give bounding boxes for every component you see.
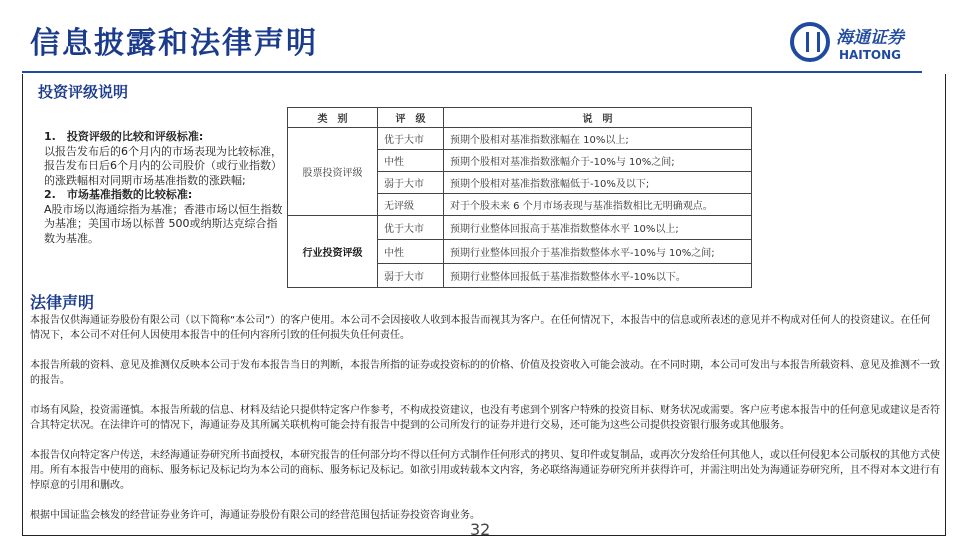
haitong-logo xyxy=(790,22,904,62)
desc-cell: 预期个股相对基准指数涨幅在 10%以上; xyxy=(444,128,752,150)
rating-criteria xyxy=(44,130,284,246)
page-number: 32 xyxy=(470,520,491,539)
legal-paragraph: 本报告所载的资料、意见及推测仅反映本公司于发布本报告当日的判断，本报告所指的证券或投资标的的价格、价值及投资收入可能会波动。在不同时期，本公司可发出与本报告所载资料、意见及推测不一致的报告。 xyxy=(30,360,940,386)
level-cell: 优于大市 xyxy=(378,128,444,150)
col-level: 评 级 xyxy=(378,108,444,128)
criteria-1-body: 以报告发布后的6个月内的市场表现为比较标准，报告发布日后6个月内的公司股价（或行业指数）的涨跌幅相对同期市场基准指数的涨跌幅; xyxy=(44,144,282,187)
level-cell: 无评级 xyxy=(378,194,444,216)
desc-cell: 预期个股相对基准指数涨幅低于-10%及以下; xyxy=(444,172,752,194)
legal-paragraph: 本报告仅供海通证券股份有限公司（以下简称“本公司”）的客户使用。本公司不会因接收人收到本报告而视其为客户。在任何情况下，本报告中的信息或所表述的意见并不构成对任何人的投资建议。在任何情况下，本公司不对任何人因使用本报告中的任何内容所引致的任何损失负任何责任。 xyxy=(30,315,931,341)
legal-paragraph: 根据中国证监会核发的经营证券业务许可，海通证券股份有限公司的经营范围包括证券投资咨询业务。 xyxy=(30,510,480,521)
table-row xyxy=(288,128,752,150)
desc-cell: 预期行业整体回报低于基准指数整体水平-10%以下。 xyxy=(444,264,752,288)
header-divider xyxy=(22,71,922,73)
desc-cell: 对于个股未来 6 个月市场表现与基准指数相比无明确观点。 xyxy=(444,194,752,216)
legal-paragraph: 市场有风险，投资需谨慎。本报告所载的信息、材料及结论只提供特定客户作参考，不构成投资建议，也没有考虑到个别客户特殊的投资目标、财务状况或需要。客户应考虑本报告中的任何意见或建议是否符合其特定状况。在法律许可的情况下，海通证券及其所属关联机构可能会持有报告中提到的公司所发行的证券并进行交易，还可能为这些公司提供投资银行服务或其他服务。 xyxy=(30,405,940,431)
desc-cell: 预期行业整体回报高于基准指数整体水平 10%以上; xyxy=(444,216,752,240)
category-cell: 股票投资评级 xyxy=(288,128,378,216)
legal-paragraph: 本报告仅向特定客户传送，未经海通证券研究所书面授权，本研究报告的任何部分均不得以任何方式制作任何形式的拷贝、复印件或复制品，或再次分发给任何其他人，或以任何侵犯本公司版权的其他方式使用。所有本报告中使用的商标、服务标记及标记均为本公司的商标、服务标记及标记。如欲引用或转载本文内容，务必联络海通证券研究所并获得许可，并需注明出处为海通证券研究所，且不得对本文进行有悖原意的引用和删改。 xyxy=(30,450,940,491)
desc-cell: 预期行业整体回报介于基准指数整体水平-10%与 10%之间; xyxy=(444,240,752,264)
rating-heading: 投资评级说明 xyxy=(38,83,129,101)
category-cell: 行业投资评级 xyxy=(288,216,378,288)
level-cell: 优于大市 xyxy=(378,216,444,240)
level-cell: 中性 xyxy=(378,240,444,264)
col-desc: 说 明 xyxy=(444,108,752,128)
logo-en: HAITONG xyxy=(838,47,902,62)
criteria-2-body: A股市场以海通综指为基准；香港市场以恒生指数为基准；美国市场以标普 500或纳斯达克综合指数为基准。 xyxy=(44,202,283,245)
col-category: 类 别 xyxy=(288,108,378,128)
criteria-2-head: 2. 市场基准指数的比较标准: xyxy=(44,188,193,201)
level-cell: 中性 xyxy=(378,150,444,172)
page-title: 信息披露和法律声明 xyxy=(30,26,318,61)
level-cell: 弱于大市 xyxy=(378,264,444,288)
legal-text xyxy=(30,313,940,538)
desc-cell: 预期个股相对基准指数涨幅介于-10%与 10%之间; xyxy=(444,150,752,172)
legal-heading: 法律声明 xyxy=(30,293,95,312)
haitong-logo-icon xyxy=(790,22,830,62)
logo-cn: 海通证券 xyxy=(836,27,904,48)
criteria-1-head: 1. 投资评级的比较和评级标准: xyxy=(44,130,204,143)
table-row xyxy=(288,216,752,240)
level-cell: 弱于大市 xyxy=(378,172,444,194)
rating-table xyxy=(287,107,752,288)
